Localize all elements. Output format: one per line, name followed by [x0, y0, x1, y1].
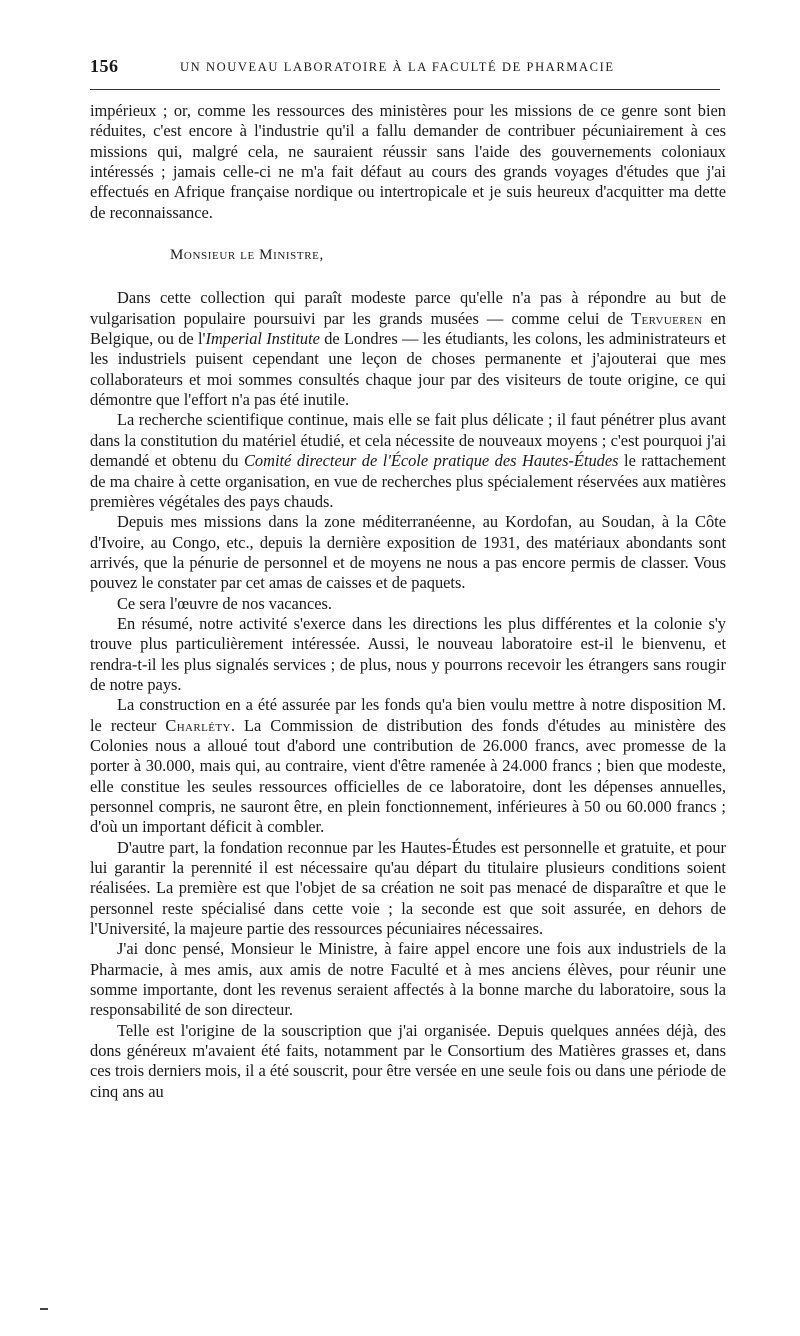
paragraph-resume: En résumé, notre activité s'exerce dans les directions les plus différentes et la colonie s'y trouve plus particulièrement intéressée. Aussi, le nouveau laboratoire est-il le bienvenu, et rendra-t-il les plus signalés services ; de plus, nous y pourrons recevoir les étrangers sans rougir de notre pays.	[90, 613, 726, 694]
committee-name: Comité directeur de l'École pratique des Hautes-Études	[243, 451, 619, 471]
paragraph-research	[90, 410, 726, 512]
margin-mark	[40, 1308, 48, 1310]
paragraph-continued: impérieux ; or, comme les ressources des ministères pour les missions de ce genre sont bien réduites, c'est encore à l'industrie qu'il a fallu demander de contribuer pécuniairement à ces missions qui, malgré cela, ne sauraient réussir sans l'aide des gouvernements coloniaux intéressés ; jamais celle-ci ne m'a fait défaut au cours des grands voyages d'études que j'ai effectués en Afrique française nordique ou intertropicale et je suis heureux d'acquitter ma dette de reconnaissance.	[90, 101, 726, 222]
paragraph-text: La recherche scientifique continue, mais elle se fait plus délicate ; il faut pénétrer plus avant dans la constitution du matériel étudié, et cela nécessite de nouveaux moyens ; c'est pourquoi j'ai demandé et obtenu du	[90, 410, 726, 471]
paragraph-fondation: D'autre part, la fondation reconnue par les Hautes-Études est personnelle et gratuite, et pour lui garantir la perennité il est nécessaire qu'au départ du titulaire plusieurs conditions soient réalisées. La première est que l'objet de sa création ne soit pas menacé de disparaître et que le personnel reste spécialisé dans cette voie ; la seconde est que soit assurée, en dehors de l'Université, la majeure partie des ressources pécuniaires nécessaires.	[90, 837, 726, 939]
page-number: 156	[90, 56, 119, 76]
paragraph-collection	[90, 288, 726, 410]
paragraph-souscription: Telle est l'origine de la souscription que j'ai organisée. Depuis quelques années déjà, des dons généreux m'avaient été faits, notamment par le Consortium des Matières grasses et, dans ces trois derniers mois, il a été souscrit, pour être versée en une seule fois ou dans une période de cinq ans au	[90, 1020, 726, 1101]
paragraph-text: Dans cette collection qui paraît modeste parce qu'elle n'a pas à répondre au but de vulgarisation populaire poursuivi par les grands musées — comme celui de	[90, 288, 726, 328]
salutation: Monsieur le Ministre,	[170, 247, 324, 264]
paragraph-text: en Belgique, ou de l'	[90, 308, 726, 349]
page-body	[90, 101, 726, 1102]
running-title: UN NOUVEAU LABORATOIRE À LA FACULTÉ DE PHARMACIE	[180, 60, 615, 74]
paragraph-missions: Depuis mes missions dans la zone méditerranéenne, au Kordofan, au Soudan, à la Côte d'Ivoire, au Congo, etc., depuis la dernière exposition de 1931, des matériaux abondants sont arrivés, que la pénurie de personnel et de moyens ne nous a pas encore permis de classer. Vous pouvez le constater par cet amas de caisses et de paquets.	[90, 512, 726, 593]
header-rule	[90, 89, 720, 90]
institution-name: Imperial Institute	[205, 329, 320, 349]
person-name-charlety: Charléty	[165, 715, 231, 735]
paragraph-construction	[90, 695, 726, 837]
paragraph-text: de Londres — les étudiants, les colons, les administrateurs et les industriels puisent cependant une leçon de choses permanente et j'ajouterai que mes collaborateurs et moi sommes consultés chaque jour par des visiteurs de toute origine, ce qui démontre que l'effort n'a pas été inutile.	[90, 329, 727, 410]
paragraph-text: le rattachement de ma chaire à cette organisation, en vue de recherches plus spécialement réservées aux matières premières végétales des pays chauds.	[90, 451, 726, 511]
running-head	[90, 56, 718, 80]
paragraph-vacances: Ce sera l'œuvre de nos vacances.	[117, 593, 333, 613]
paragraph-text: . La Commission de distribution des fonds d'études au ministère des Colonies nous a alloué tout d'abord une contribution de 26.000 francs, avec promesse de la porter à 30.000, mais qui, au contraire, vient d'être ramenée à 24.000 francs ; bien que modeste, elle constitue les seules ressources officielles de ce laboratoire, dont les dépenses annuelles, personnel compris, ne sauront être, en plein fonctionnement, inférieures à 50 ou 60.000 francs ; d'où un important déficit à combler.	[90, 715, 727, 837]
paragraph-appel: J'ai donc pensé, Monsieur le Ministre, à faire appel encore une fois aux industriels de la Pharmacie, à mes amis, aux amis de notre Faculté et à mes anciens élèves, pour réunir une somme importante, dont les revenus seraient affectés à la bonne marche du laboratoire, sous la responsabilité de son directeur.	[90, 939, 726, 1020]
place-name-tervueren: Tervueren	[631, 308, 703, 328]
paragraph-text: La construction en a été assurée par les fonds qu'a bien voulu mettre à notre disposition M. le recteur	[90, 695, 726, 735]
